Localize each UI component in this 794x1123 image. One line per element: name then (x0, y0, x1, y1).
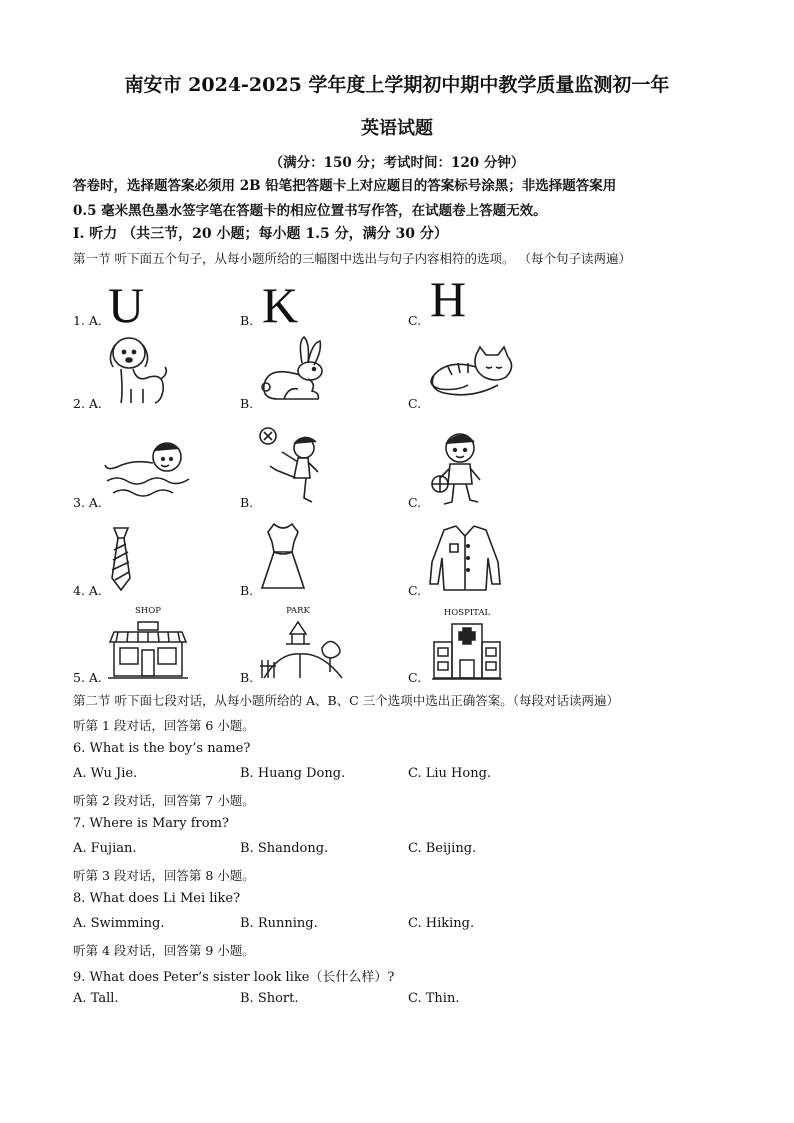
exam-subtitle: 英语试题 (361, 118, 433, 139)
question-8: 8. What does Li Mei like? (73, 891, 241, 906)
dialog-3-intro: 听第 3 段对话，回答第 8 小题。 (73, 868, 255, 883)
instructions-line-2: 0.5 毫米黑色墨水签字笔在答题卡的相应位置书写作答，在试题卷上答题无效。 (73, 203, 547, 219)
q9-option-c: C. Thin. (408, 991, 460, 1006)
exam-title: 南安市 2024-2025 学年度上学期初中期中教学质量监测初一年 (124, 74, 670, 96)
section1-intro: 第一节 听下面五个句子，从每小题所给的三幅图中选出与句子内容相符的选项。 （每个句子读两遍） (73, 251, 631, 266)
q9-option-a: A. Tall. (73, 991, 119, 1006)
dialog-1-intro: 听第 1 段对话，回答第 6 小题。 (73, 718, 255, 733)
q3-option-a-label: 3. A. (73, 495, 102, 510)
q3-option-b-label: B. (240, 495, 254, 510)
cat-icon (428, 345, 518, 400)
letter-u-image: U (108, 277, 145, 333)
q7-option-b: B. Shandong. (240, 841, 329, 856)
park-sign-label: PARK (286, 606, 310, 616)
tie-icon (108, 526, 134, 594)
shop-icon (108, 618, 188, 680)
q6-option-c: C. Liu Hong. (408, 766, 492, 781)
swimming-boy-icon (103, 437, 193, 502)
football-boy-icon (258, 426, 323, 506)
shirt-icon (428, 522, 503, 592)
dialog-4-intro: 听第 4 段对话，回答第 9 小题。 (73, 943, 255, 958)
q8-option-b: B. Running. (240, 916, 318, 931)
q6-option-a: A. Wu Jie. (73, 766, 138, 781)
basketball-boy-icon (428, 428, 493, 508)
q2-option-b-label: B. (240, 396, 254, 411)
score-time: （满分：150 分；考试时间：120 分钟） (269, 155, 525, 171)
park-icon (260, 618, 346, 680)
q8-option-a: A. Swimming. (73, 916, 165, 931)
letter-h-image: H (430, 271, 467, 327)
q1-option-a-label: 1. A. (73, 313, 102, 328)
q4-option-c-label: C. (408, 583, 422, 598)
question-9: 9. What does Peter’s sister look like（长什么样）? (73, 970, 395, 985)
q1-option-b-label: B. (240, 313, 254, 328)
q8-option-c: C. Hiking. (408, 916, 475, 931)
section2-intro: 第二节 听下面七段对话，从每小题所给的 A、B、C 三个选项中选出正确答案。（每段对话读两遍） (73, 693, 619, 708)
question-7: 7. Where is Mary from? (73, 816, 229, 831)
q4-option-b-label: B. (240, 583, 254, 598)
q7-option-c: C. Beijing. (408, 841, 477, 856)
q5-option-a-label: 5. A. (73, 670, 102, 685)
q4-option-a-label: 4. A. (73, 583, 102, 598)
instructions-line-1: 答卷时，选择题答案必须用 2B 铅笔把答题卡上对应题目的答案标号涂黑；非选择题答案用 (73, 178, 617, 194)
dialog-2-intro: 听第 2 段对话，回答第 7 小题。 (73, 793, 255, 808)
hospital-sign-label: HOSPITAL (443, 608, 491, 618)
dress-icon (258, 522, 308, 592)
dog-icon (103, 333, 169, 408)
question-6: 6. What is the boy’s name? (73, 741, 251, 756)
shop-sign-label: SHOP (135, 606, 161, 616)
letter-k-image: K (262, 277, 299, 333)
q9-option-b: B. Short. (240, 991, 299, 1006)
q2-option-a-label: 2. A. (73, 396, 102, 411)
q7-option-a: A. Fujian. (73, 841, 137, 856)
hospital-icon (432, 620, 502, 680)
q1-option-c-label: C. (408, 313, 422, 328)
q6-option-b: B. Huang Dong. (240, 766, 346, 781)
part1-heading: Ⅰ. 听力 （共三节，20 小题；每小题 1.5 分，满分 30 分） (73, 226, 448, 242)
q5-option-b-label: B. (240, 670, 254, 685)
q3-option-c-label: C. (408, 495, 422, 510)
q5-option-c-label: C. (408, 670, 422, 685)
q2-option-c-label: C. (408, 396, 422, 411)
rabbit-icon (258, 335, 330, 405)
